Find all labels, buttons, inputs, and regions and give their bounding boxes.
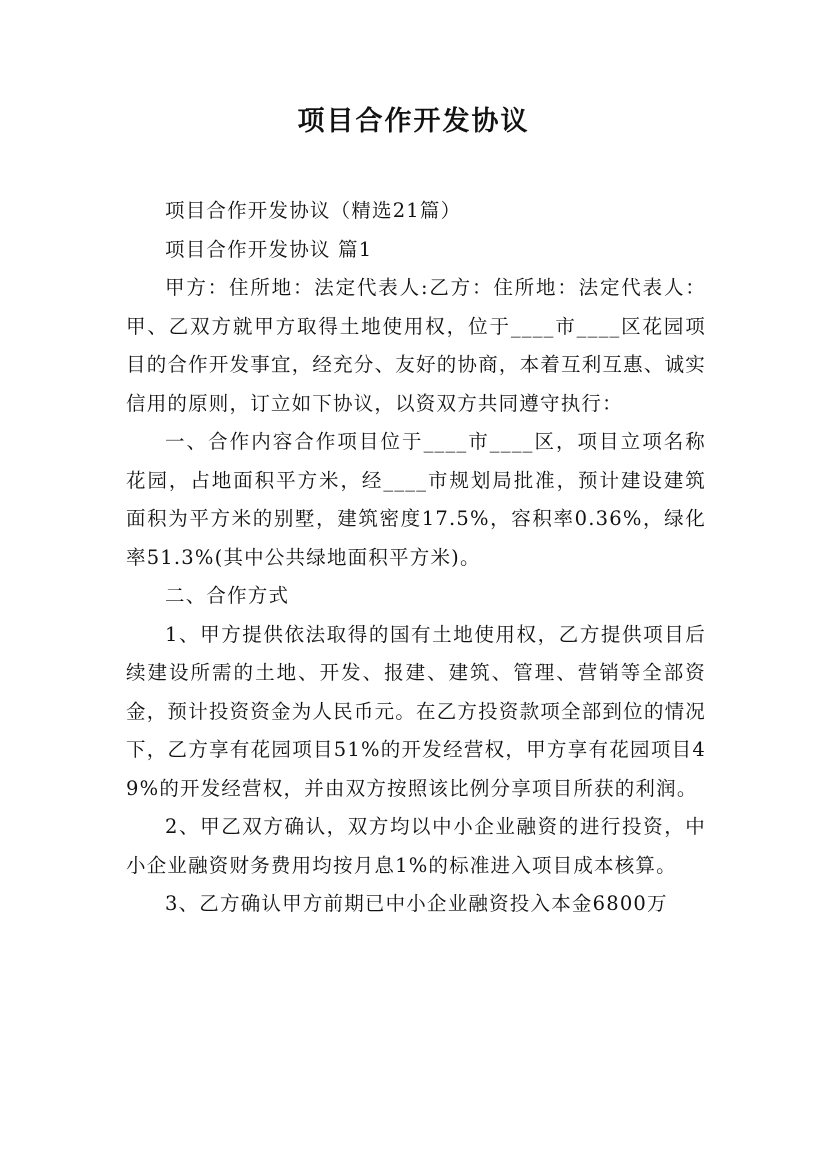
clause-two-item-2: 2、甲乙双方确认，双方均以中小企业融资的进行投资，中小企业融资财务费用均按月息1%的标准进入项目成本核算。 xyxy=(126,815,706,877)
clause-two-heading: 二、合作方式 xyxy=(165,584,290,607)
section-heading-paragraph: 项目合作开发协议 篇1 xyxy=(165,237,373,261)
clause-two-item-1: 1、甲方提供依法取得的国有土地使用权，乙方提供项目后续建设所需的土地、开发、报建、建筑、管理、营销等全部资金，预计投资资金为人民币元。在乙方投资款项全部到位的情况下，乙方享有花园项目51%的开发经营权，甲方享有花园项目49%的开发经营权，并由双方按照该比例分享项目所获的利润。 xyxy=(126,622,706,800)
clause-two-item-3: 3、乙方确认甲方前期已中小企业融资投入本金6800万 xyxy=(165,892,668,915)
subtitle-paragraph: 项目合作开发协议（精选21篇） xyxy=(165,199,462,222)
clause-one-paragraph: 一、合作内容合作项目位于____市____区，项目立项名称花园，占地面积平方米，经____市规划局批准，预计建设建筑面积为平方米的别墅，建筑密度17.5%，容积率0.36%，绿化率51.3%(其中公共绿地面积平方米)。 xyxy=(126,430,706,569)
document-title: 项目合作开发协议 xyxy=(297,106,530,137)
document-body xyxy=(126,192,706,924)
parties-paragraph: 甲方：住所地：法定代表人:乙方：住所地：法定代表人：甲、乙双方就甲方取得土地使用权，位于____市____区花园项目的合作开发事宜，经充分、友好的协商，本着互利互惠、诚实信用的原则，订立如下协议，以资双方共同遵守执行： xyxy=(126,276,706,415)
